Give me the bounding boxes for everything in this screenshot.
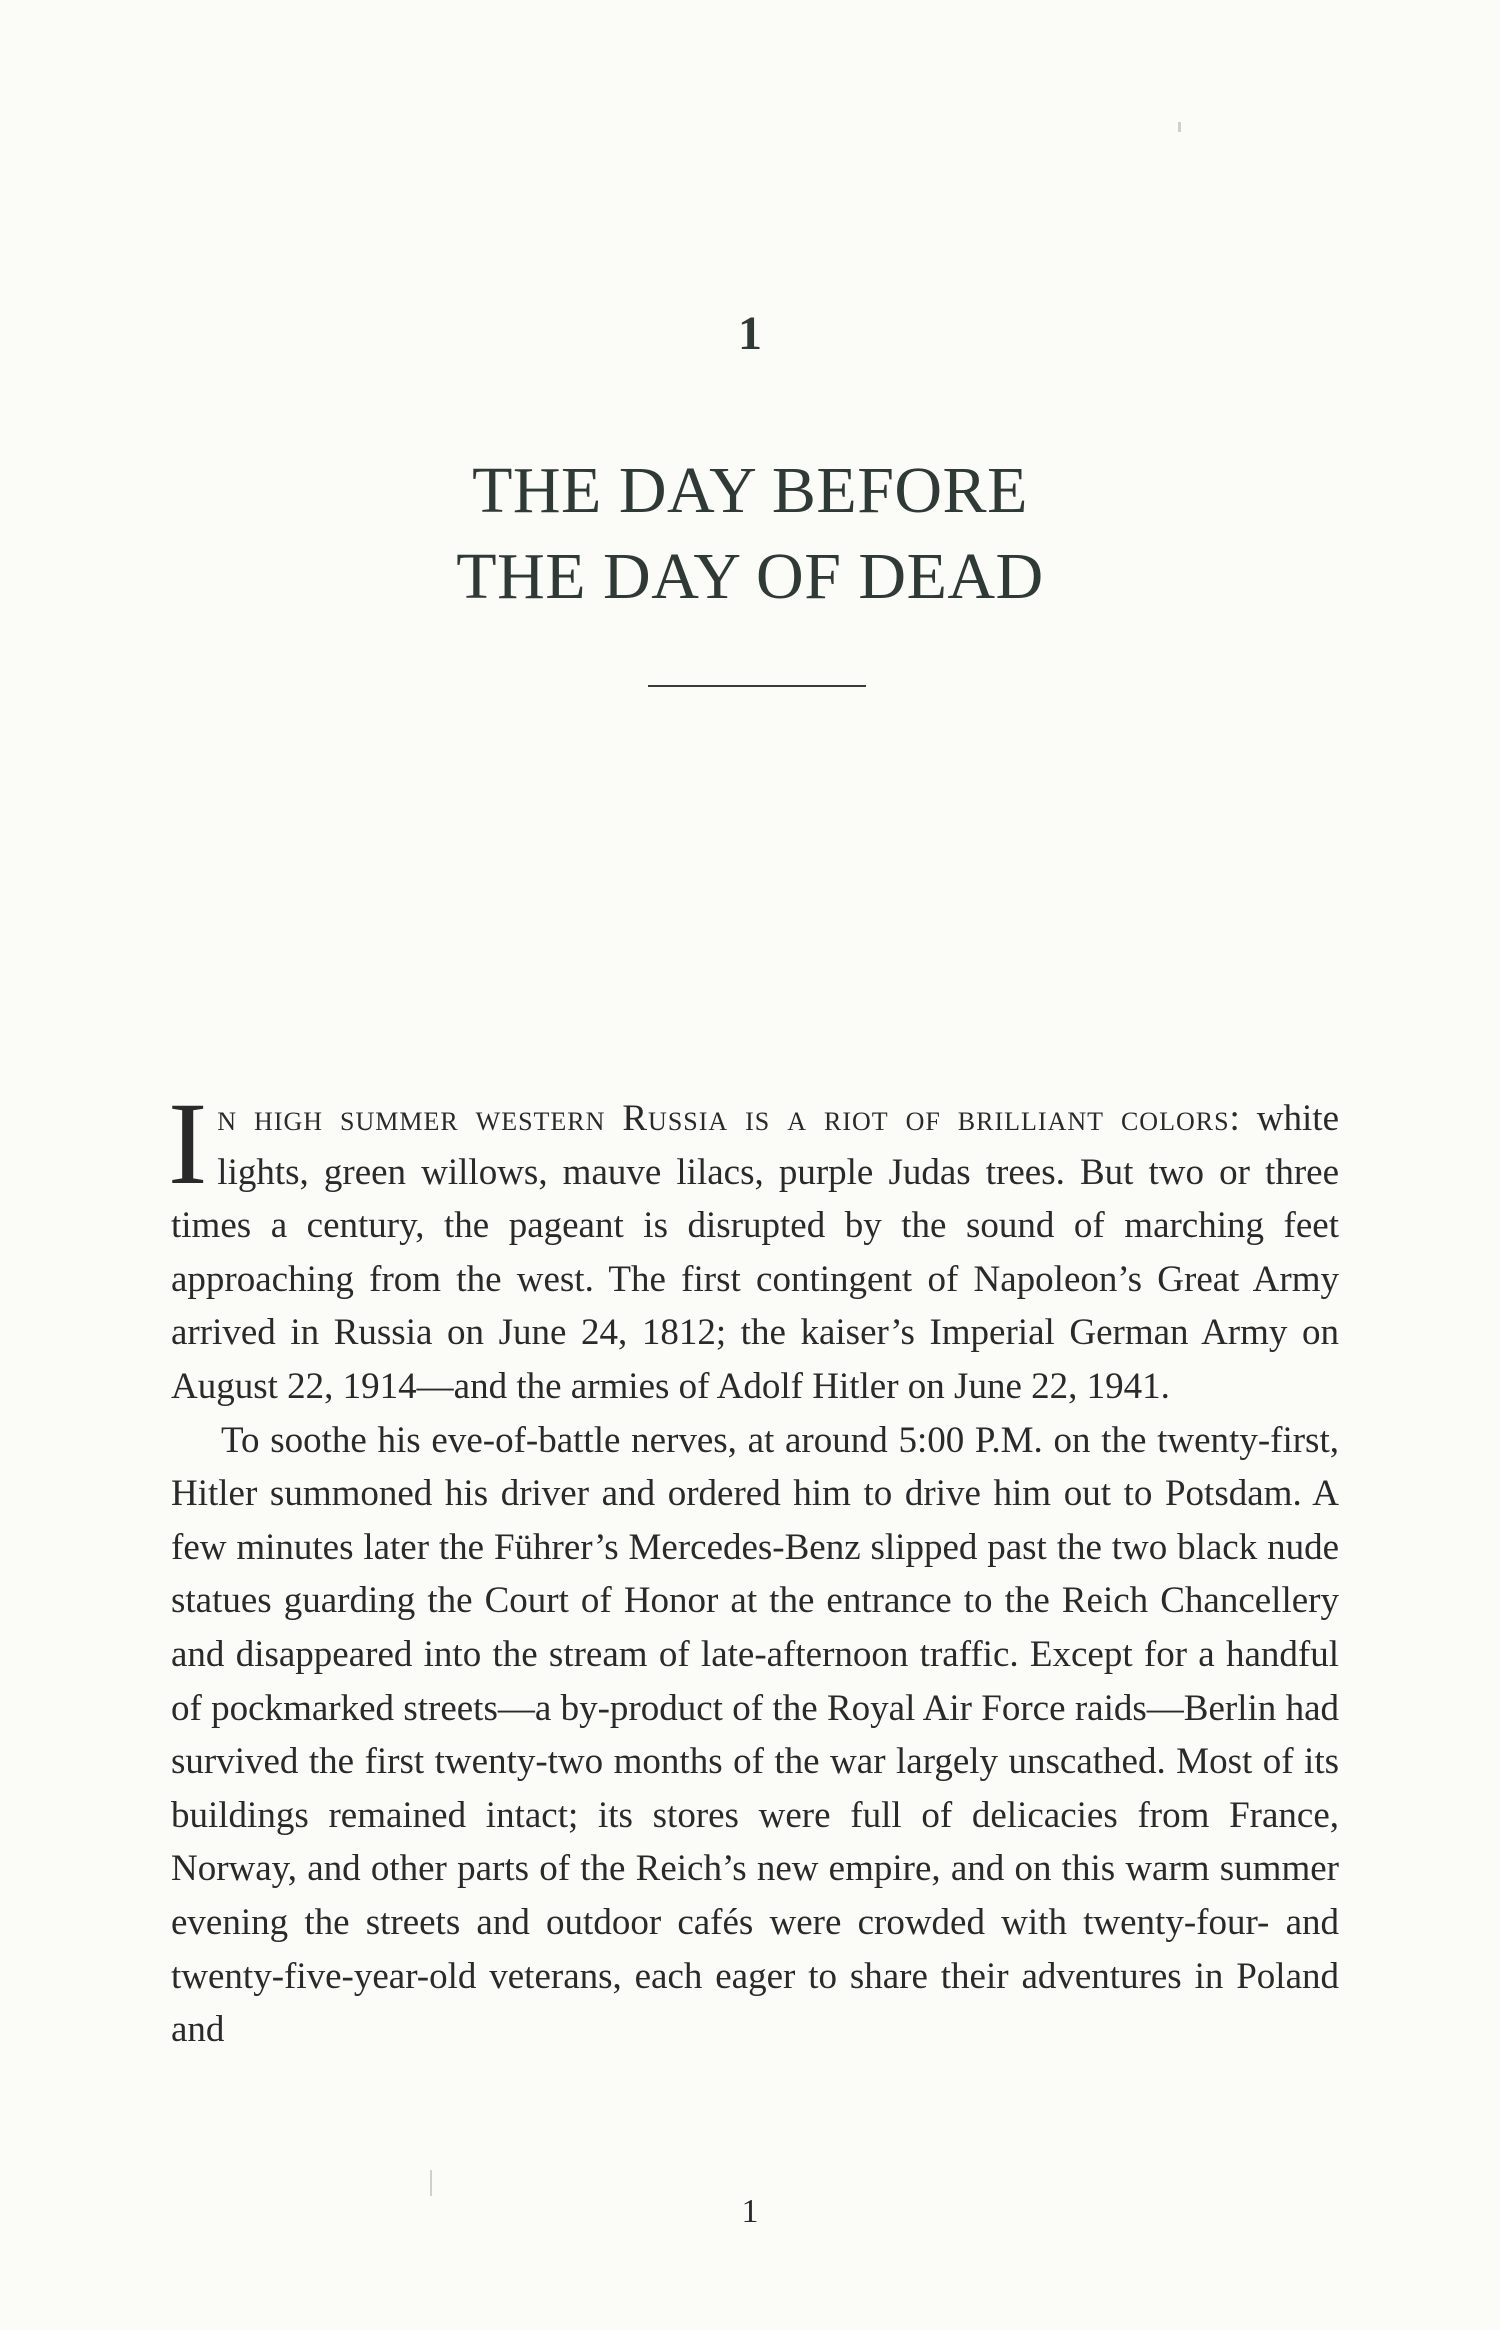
paragraph-1-text: white lights, green willows, mauve lilacs, purple Judas trees. But two or three times a century, the pageant is disrupted by the sound of marching feet approaching from the west. The first contingent of Napoleon’s Great Army arrived in Russia on June 24, 1812; the kaiser’s Imperial German Army on August 22, 1914—and the armies of Adolf Hitler on June 22, 1941. <box>171 1098 1339 1407</box>
chapter-title-line-2: THE DAY OF DEAD <box>456 540 1044 613</box>
chapter-title-line-1: THE DAY BEFORE <box>472 454 1028 527</box>
chapter-divider-rule <box>648 685 866 687</box>
body-text <box>168 1078 1339 2057</box>
scan-speck <box>1178 122 1181 132</box>
paragraph-1 <box>168 1078 1339 1414</box>
drop-cap: I <box>168 1078 208 1209</box>
chapter-title <box>0 448 1500 620</box>
scan-speck <box>430 2170 432 2196</box>
small-caps-lead-in: n high summer western Russia is a riot of brilliant colors: <box>217 1098 1241 1139</box>
chapter-number: 1 <box>738 307 762 360</box>
paragraph-2-text: To soothe his eve-of-battle nerves, at around 5:00 P.M. on the twenty-first, Hitler summoned his driver and ordered him to drive him out to Potsdam. A few minutes later the Führer’s Mercedes-Benz slipped past the two black nude statues guarding the Court of Honor at the entrance to the Reich Chancellery and disappeared into the stream of late-afternoon traffic. Except for a handful of pockmarked streets—a by-product of the Royal Air Force raids—Berlin had survived the first twenty-two months of the war largely unscathed. Most of its buildings remained intact; its stores were full of delicacies from France, Norway, and other parts of the Reich’s new empire, and on this warm summer evening the streets and outdoor cafés were crowded with twenty-four- and twenty-five-year-old veterans, each eager to share their adventures in Poland and <box>171 1419 1339 2051</box>
paragraph-2 <box>171 1414 1339 2057</box>
page-number: 1 <box>741 2193 759 2230</box>
